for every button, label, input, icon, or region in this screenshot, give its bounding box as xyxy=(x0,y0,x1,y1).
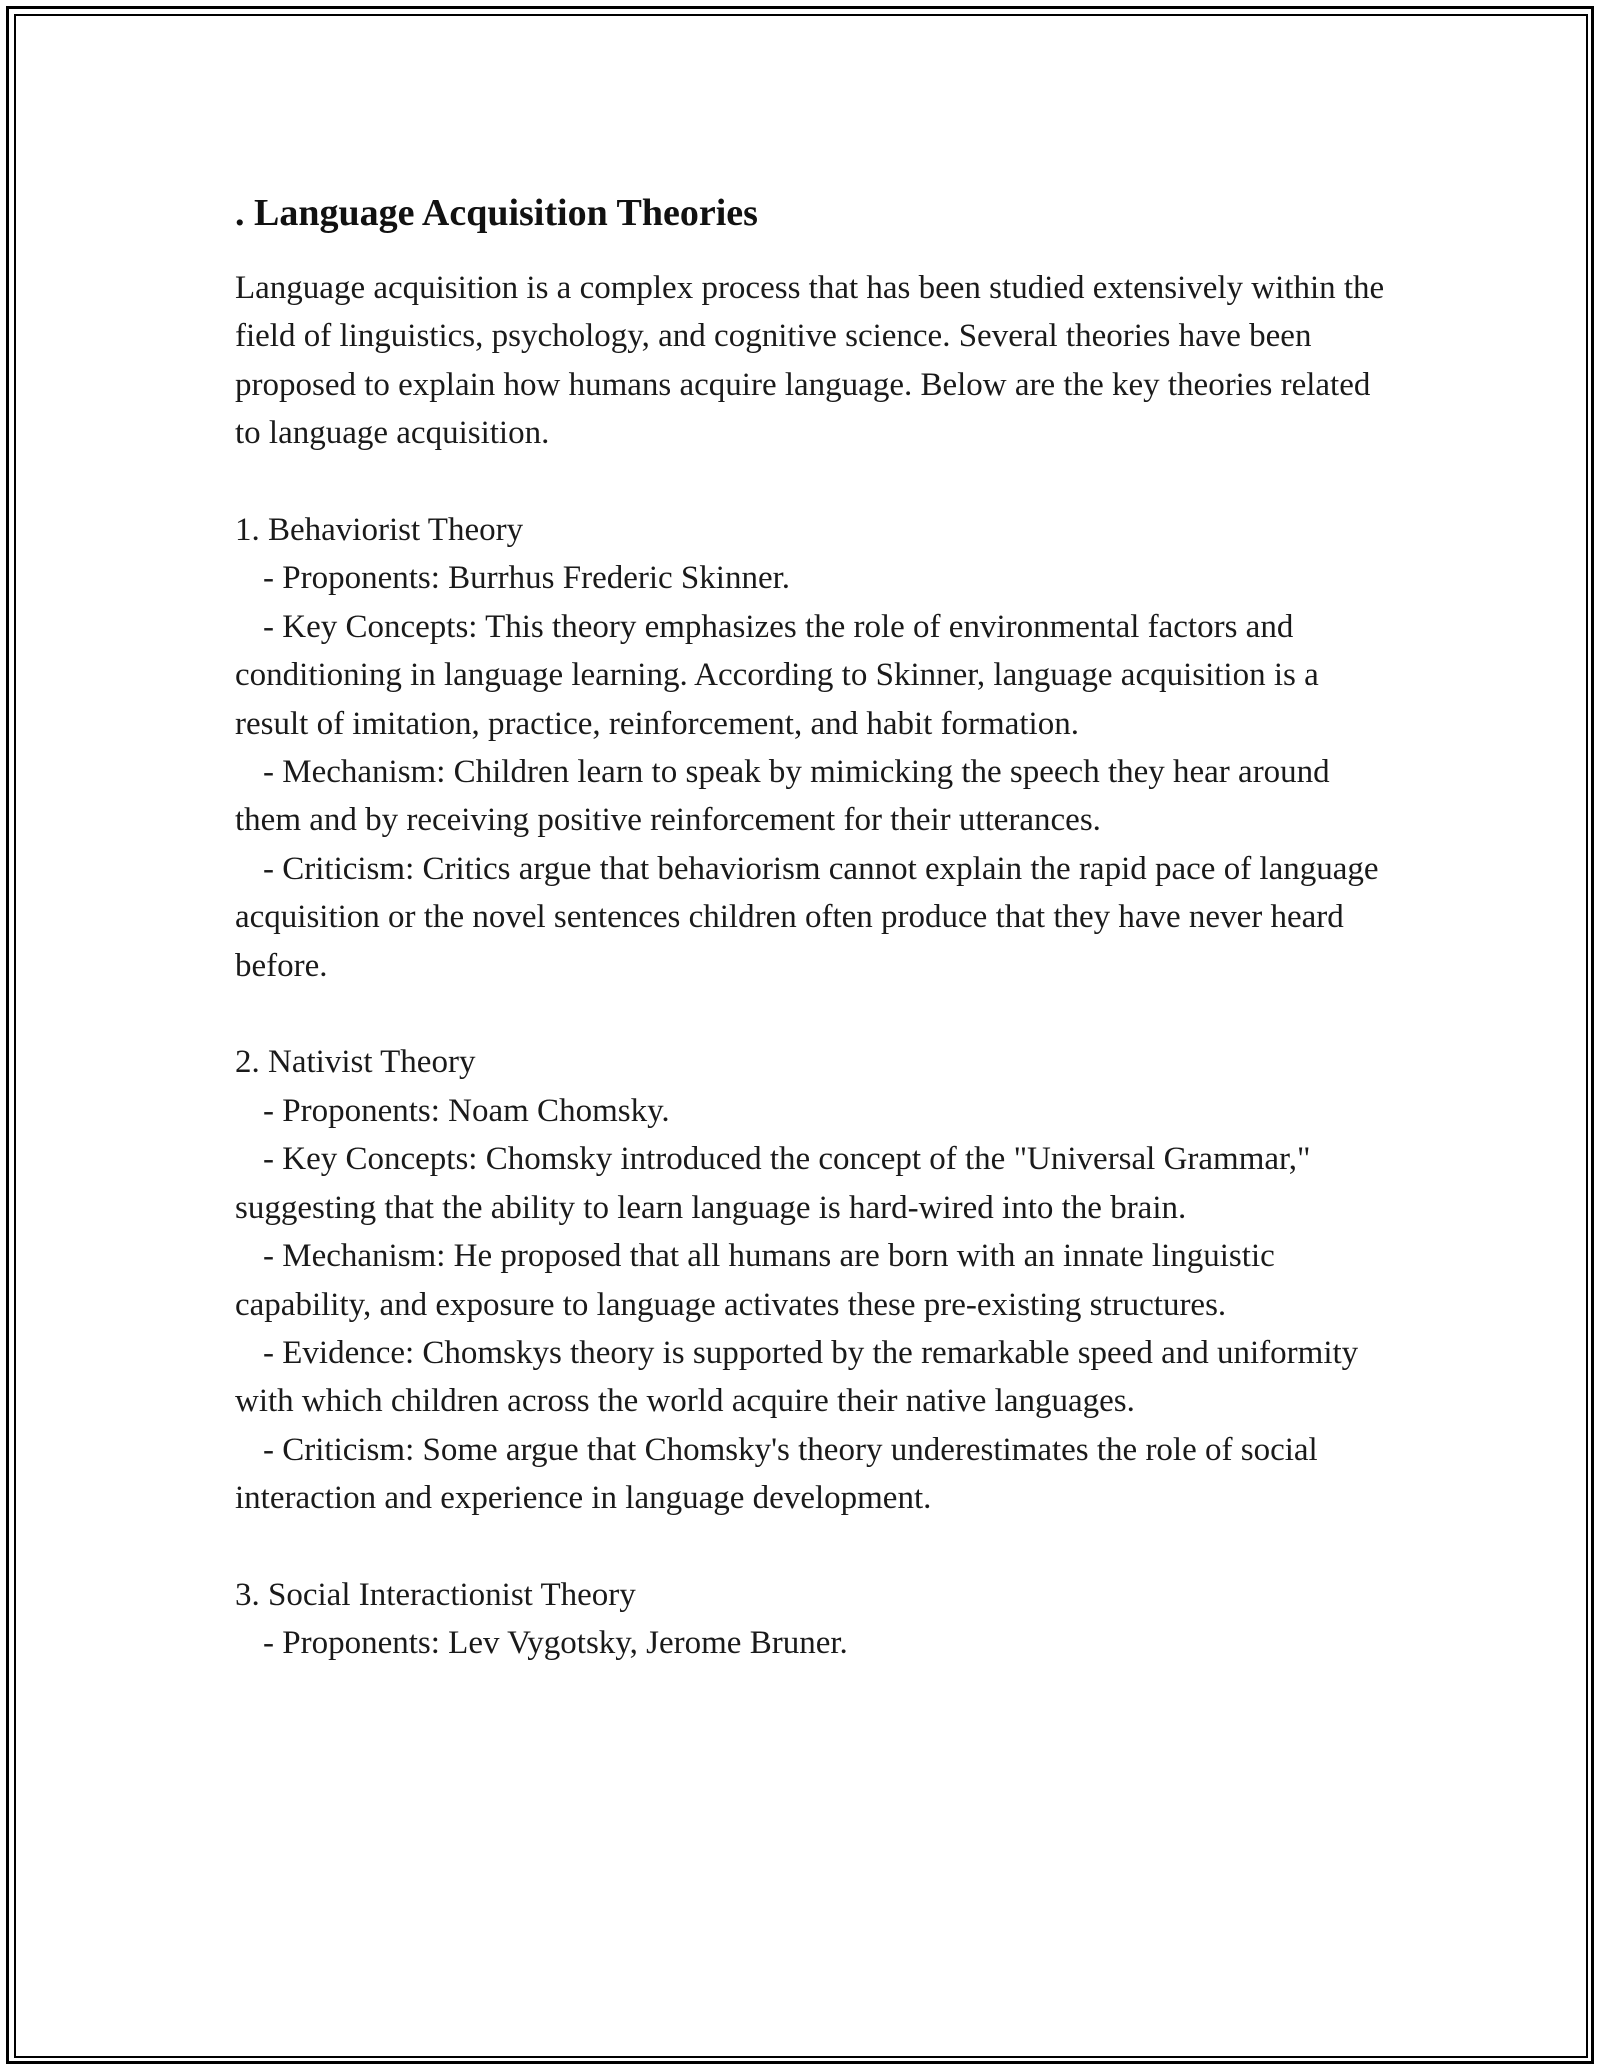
theory-point: - Proponents: Noam Chomsky. xyxy=(263,1092,670,1129)
theory-point: - Evidence: Chomskys theory is supported by the remarkable speed and uniformity with which children across the world acquire their native languages. xyxy=(235,1334,1367,1420)
theory-point: - Proponents: Burrhus Frederic Skinner. xyxy=(263,560,791,597)
theory-point: - Mechanism: Children learn to speak by mimicking the speech they hear around them and by receiving positive reinforcement for their utterances. xyxy=(235,754,1338,839)
theory-title-nativist: 2. Nativist Theory xyxy=(235,1044,476,1081)
theory-point: - Criticism: Some argue that Chomsky's theory underestimates the role of social interaction and experience in language development. xyxy=(235,1431,1326,1517)
theory-point: - Mechanism: He proposed that all humans are born with an innate linguistic capability, and exposure to language activates these pre-existing structures. xyxy=(235,1238,1284,1323)
theory-point: - Criticism: Critics argue that behaviorism cannot explain the rapid pace of language acquisition or the novel sentences children often produce that they have never heard before. xyxy=(235,850,1387,984)
theory-point: - Proponents: Lev Vygotsky, Jerome Bruner. xyxy=(263,1625,848,1662)
section-heading: . Language Acquisition Theories xyxy=(235,192,758,234)
theory-title-social-interactionist: 3. Social Interactionist Theory xyxy=(235,1576,636,1613)
spacer xyxy=(235,1523,1385,1571)
theory-point: - Key Concepts: Chomsky introduced the concept of the "Universal Grammar," suggesting that the ability to learn language is hard-wired into the brain. xyxy=(235,1141,1319,1226)
intro-paragraph: Language acquisition is a complex process that has been studied extensively within the field of linguistics, psychology, and cognitive science. Several theories have been proposed to explain how humans acquire language. Below are the key theories related to language acquisition. xyxy=(235,270,1393,452)
theory-title-behaviorist: 1. Behaviorist Theory xyxy=(235,512,524,549)
spacer xyxy=(235,458,1385,506)
spacer xyxy=(235,990,1385,1038)
document-body xyxy=(235,186,1393,1668)
theory-point: - Key Concepts: This theory emphasizes the role of environmental factors and conditioning in language learning. According to Skinner, language acquisition is a result of imitation, practice, reinforcement, and habit formation. xyxy=(235,608,1328,742)
